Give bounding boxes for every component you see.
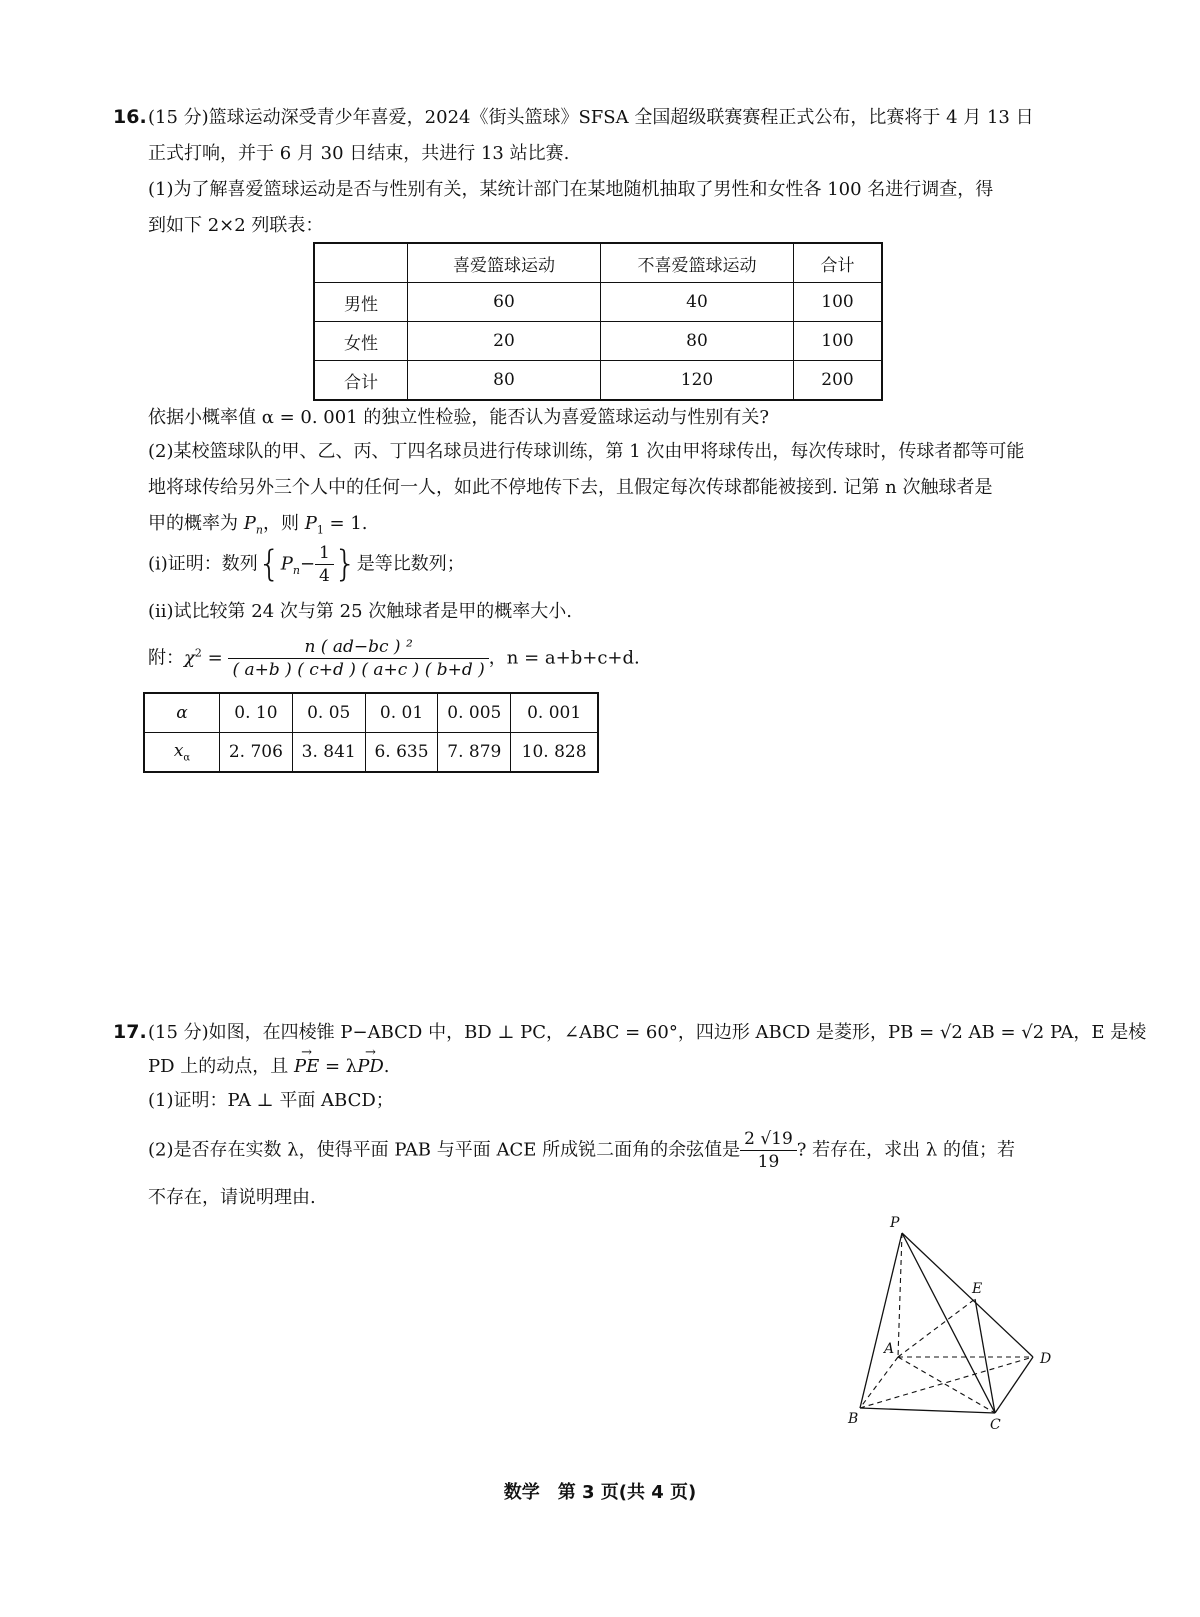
q17-part1: (1)证明：PA ⊥ 平面 ABCD； bbox=[148, 1090, 394, 1111]
table-cell: 0. 01 bbox=[365, 693, 438, 733]
q16-part2-line3-a: 甲的概率为 bbox=[148, 513, 244, 534]
vector-pd: → PD bbox=[357, 1055, 384, 1079]
fraction-denominator: 19 bbox=[757, 1152, 780, 1172]
fraction-one-quarter: $\frac{1}{4}$ bbox=[315, 542, 334, 587]
label-c: C bbox=[990, 1417, 1001, 1433]
chi-square-denominator: ( a+b ) ( c+d ) ( a+c ) ( b+d ) bbox=[232, 660, 485, 680]
edge-cd bbox=[995, 1357, 1033, 1413]
table-cell: 0. 001 bbox=[511, 693, 598, 733]
edge-bc bbox=[860, 1408, 995, 1413]
left-brace-icon: { bbox=[257, 543, 281, 585]
q16-part1-question: 依据小概率值 α = 0. 001 的独立性检验，能否认为喜爱篮球运动与性别有关? bbox=[148, 407, 770, 428]
chi-square-fraction bbox=[228, 636, 488, 681]
table-cell: 7. 879 bbox=[438, 733, 511, 773]
table-row bbox=[314, 322, 882, 361]
q16-part2-line3-b: ，则 bbox=[262, 513, 305, 534]
q17-line1: (15 分)如图，在四棱锥 P−ABCD 中，BD ⊥ PC，∠ABC = 60°，四边形 ABCD 是菱形，PB = √2 AB = √2 PA，E 是棱 bbox=[148, 1022, 1147, 1043]
q16-sub-i-prefix: (ⅰ)证明：数列 bbox=[148, 553, 258, 575]
page-footer: 数学 第 3 页(共 4 页) bbox=[503, 1482, 697, 1503]
table-cell: $x_\alpha$ bbox=[144, 733, 220, 773]
table-cell: 6. 635 bbox=[365, 733, 438, 773]
q17-line2-e: . bbox=[383, 1056, 390, 1077]
critical-value-table bbox=[143, 692, 599, 773]
edge-bd-dashed bbox=[860, 1357, 1033, 1408]
q17-part2-a: (2)是否存在实数 λ，使得平面 PAB 与平面 ACE 所成锐二面角的余弦值是 bbox=[148, 1139, 741, 1161]
q16-sub-ii: (ⅱ)试比较第 24 次与第 25 次触球者是甲的概率大小. bbox=[148, 601, 572, 622]
table-cell: 0. 005 bbox=[438, 693, 511, 733]
edge-pd bbox=[902, 1233, 1033, 1357]
table-cell: 10. 828 bbox=[511, 733, 598, 773]
q16-intro-line1: (15 分)篮球运动深受青少年喜爱，2024《街头篮球》SFSA 全国超级联赛赛程正式公布，比赛将于 4 月 13 日 bbox=[148, 107, 1034, 128]
label-e: E bbox=[972, 1281, 983, 1297]
table-cell: 20 bbox=[408, 322, 601, 361]
fraction-2-sqrt19-over-19 bbox=[740, 1128, 797, 1173]
formula-suffix: ，n = a+b+c+d. bbox=[488, 647, 640, 669]
q17-part2-line1 bbox=[148, 1128, 1015, 1173]
table-cell: 0. 05 bbox=[292, 693, 365, 733]
q17-line2 bbox=[148, 1055, 389, 1079]
q16-part1-line2: 到如下 2×2 列联表： bbox=[148, 215, 324, 236]
table-cell: 100 bbox=[794, 322, 883, 361]
table-row bbox=[314, 283, 882, 322]
table-header-cell: 喜爱篮球运动 bbox=[408, 243, 601, 283]
question-17-number: 17. bbox=[113, 1021, 147, 1043]
edge-pb bbox=[860, 1233, 902, 1408]
table-header-cell: 不喜爱篮球运动 bbox=[601, 243, 794, 283]
q16-appendix-formula: 附：$\chi^2$ = $\frac{\text{n ( ad−bc ) ²}}{( a+b ) ( c+d ) ( a+c ) ( b+d )}$ ，n = a+b+c+d. bbox=[148, 637, 640, 680]
table-header-cell: 合计 bbox=[794, 243, 883, 283]
table-header-row bbox=[314, 243, 882, 283]
chi-square-numerator: n ( ad−bc ) ² bbox=[228, 636, 488, 659]
q16-part2-line2: 地将球传给另外三个人中的任何一人，如此不停地传下去，且假定每次传球都能被接到. 记第 n 次触球者是 bbox=[148, 477, 993, 498]
q17-part2-b: ? 若存在，求出 λ 的值；若 bbox=[796, 1139, 1016, 1161]
q16-part2-line3: 甲的概率为 $P_n$，则 $P_1 = 1$. bbox=[148, 513, 368, 537]
q16-part1-line1: (1)为了解喜爱篮球运动是否与性别有关，某统计部门在某地随机抽取了男性和女性各 100 名进行调查，得 bbox=[148, 179, 994, 200]
appendix-prefix: 附： bbox=[148, 647, 184, 669]
table-row bbox=[314, 361, 882, 401]
q16-sub-i-suffix: 是等比数列； bbox=[356, 553, 465, 575]
table-cell: 200 bbox=[794, 361, 883, 401]
table-cell: 120 bbox=[601, 361, 794, 401]
table-cell: 2. 706 bbox=[220, 733, 293, 773]
table-header-cell bbox=[314, 243, 408, 283]
edge-pa-dashed bbox=[898, 1233, 902, 1357]
table-cell: α bbox=[144, 693, 220, 733]
q17-line2-c: = λ bbox=[319, 1056, 358, 1077]
label-b: B bbox=[848, 1411, 859, 1427]
table-cell: 80 bbox=[408, 361, 601, 401]
table-row bbox=[144, 693, 598, 733]
pyramid-figure bbox=[840, 1215, 1070, 1435]
table-cell: 40 bbox=[601, 283, 794, 322]
contingency-table bbox=[313, 242, 883, 401]
table-cell: 合计 bbox=[314, 361, 408, 401]
q17-part2-line2: 不存在，请说明理由. bbox=[148, 1187, 316, 1208]
table-row bbox=[144, 733, 598, 773]
table-cell: 男性 bbox=[314, 283, 408, 322]
fraction-numerator: 2 √19 bbox=[740, 1128, 797, 1151]
table-cell: 60 bbox=[408, 283, 601, 322]
table-cell: 0. 10 bbox=[220, 693, 293, 733]
q16-sub-i: (ⅰ)证明：数列{$P_n-$ $\frac{1}{4}$ }是等比数列； bbox=[148, 543, 465, 586]
table-cell: 80 bbox=[601, 322, 794, 361]
right-brace-icon: } bbox=[333, 543, 357, 585]
edge-ae-dashed bbox=[898, 1299, 975, 1357]
q16-part2-line1: (2)某校篮球队的甲、乙、丙、丁四名球员进行传球训练，第 1 次由甲将球传出，每次传球时，传球者都等可能 bbox=[148, 441, 1025, 462]
table-cell: 女性 bbox=[314, 322, 408, 361]
edge-ec bbox=[975, 1299, 995, 1413]
label-a: A bbox=[884, 1341, 895, 1357]
table-cell: 3. 841 bbox=[292, 733, 365, 773]
q17-line2-a: PD 上的动点，且 bbox=[148, 1056, 294, 1077]
question-16-number: 16. bbox=[113, 106, 147, 128]
q16-intro-line2: 正式打响，并于 6 月 30 日结束，共进行 13 站比赛. bbox=[148, 143, 570, 164]
table-cell: 100 bbox=[794, 283, 883, 322]
q16-part2-line3-c: = 1. bbox=[323, 513, 368, 534]
vector-pe: → PE bbox=[294, 1055, 319, 1079]
label-d: D bbox=[1040, 1351, 1052, 1367]
label-p: P bbox=[890, 1215, 900, 1231]
